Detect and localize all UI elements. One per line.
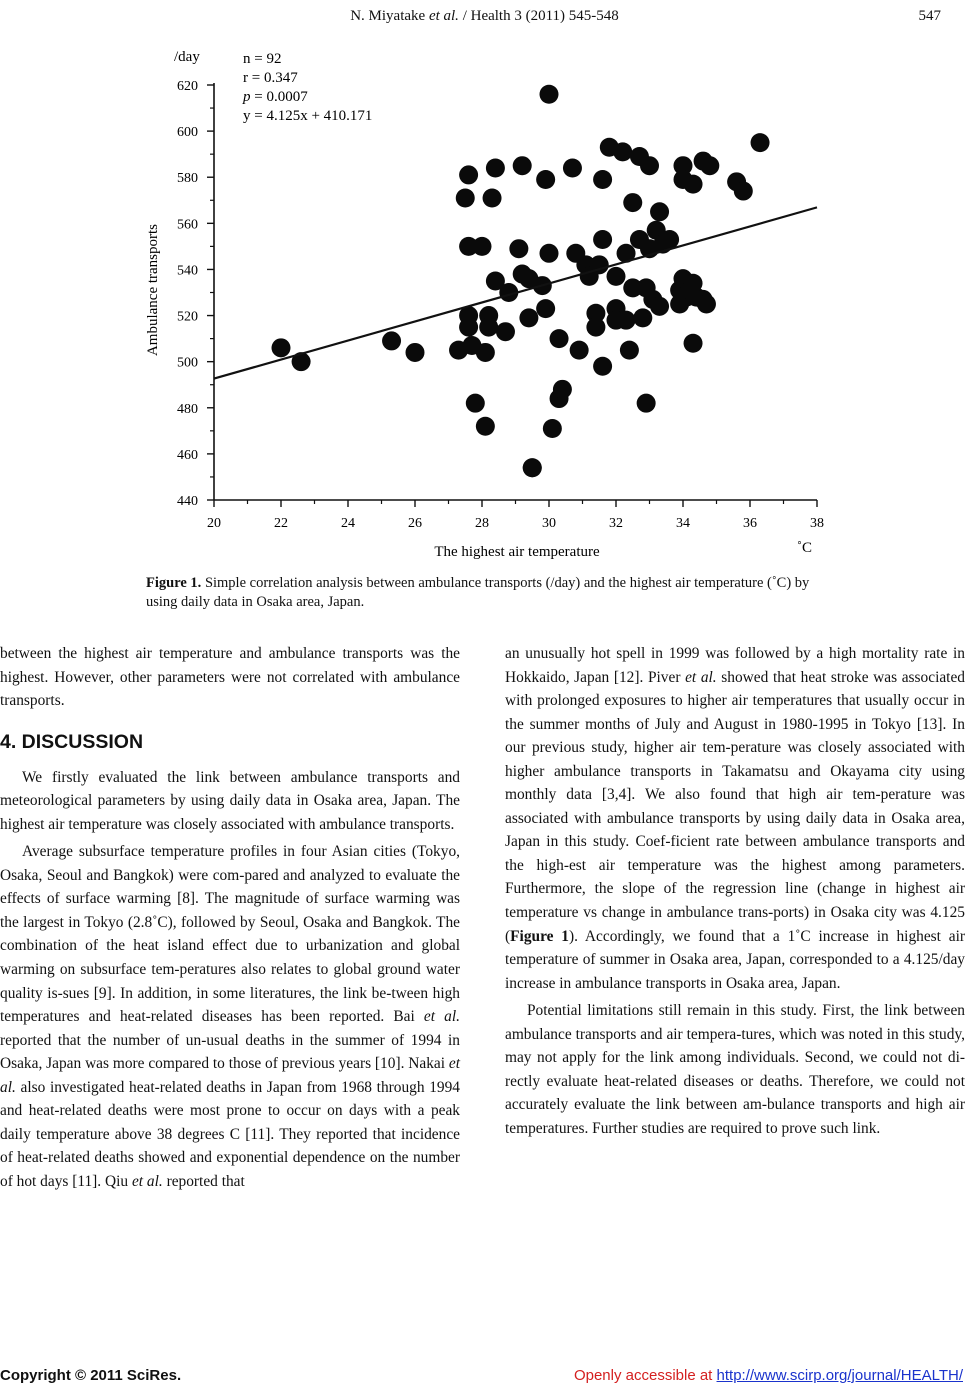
data-point (593, 170, 612, 189)
data-point (613, 142, 632, 161)
page-footer (0, 1367, 969, 1387)
data-point (483, 188, 502, 207)
x-tick-label: 32 (609, 516, 623, 531)
paragraph: between the highest air temperature and ambulance transports was the highest. However, other parameters were not correlated with ambulance transports. (0, 645, 460, 710)
data-point (406, 343, 425, 362)
paragraph (505, 642, 965, 995)
data-point (536, 170, 555, 189)
data-point (650, 202, 669, 221)
x-tick-label: 34 (676, 516, 690, 531)
data-point (466, 394, 485, 413)
data-point (607, 267, 626, 286)
y-tick-label: 500 (177, 355, 198, 371)
data-point (751, 133, 770, 152)
y-tick-label: 460 (177, 447, 198, 463)
running-title-etal: et al. (428, 8, 459, 24)
data-point (486, 159, 505, 178)
x-tick-label: 36 (743, 516, 757, 531)
data-point (617, 311, 636, 330)
data-point (684, 334, 703, 353)
right-column (505, 642, 965, 1140)
stat-r: r = 0.347 (243, 70, 298, 86)
data-point (479, 318, 498, 337)
x-tick-label: 20 (207, 516, 221, 531)
text-run-italic: et al. (0, 1055, 460, 1096)
data-point (476, 343, 495, 362)
running-title-journal: / Health 3 (2011) 545-548 (458, 8, 619, 24)
section-heading-discussion: 4. DISCUSSION (0, 730, 144, 753)
text-run: Average subsurface temperature profiles in four Asian cities (Tokyo, Osaka, Seoul and Bangkok) were com-pared and analyzed to evaluate the effects of surface warming [8]. The magnitude of surface warming was the largest in Tokyo (2.8˚C), followed by Seoul, Osaka and Bangkok. The combination of the heat island effect due to urbanization and global warming on subsurface tem-peratures also relates to global ground water quality is-sues [9]. In addition, in some literatures, the link be-tween high temperatures and heat-related diseases has been reported. Bai (0, 843, 460, 1026)
paragraph (0, 840, 460, 1193)
open-access-notice (574, 1367, 963, 1384)
text-run: reported that (162, 1172, 245, 1190)
left-column (0, 642, 460, 1193)
y-tick-label: 620 (177, 79, 198, 94)
x-tick-label: 28 (475, 516, 489, 531)
regression-line (214, 207, 817, 378)
text-run-italic: et al. (685, 668, 717, 686)
x-tick-label: 26 (408, 516, 422, 531)
data-point (640, 156, 659, 175)
data-point (570, 341, 589, 360)
data-point (456, 188, 475, 207)
copyright-notice: Copyright © 2011 SciRes. (0, 1367, 182, 1384)
figure-caption-text: Simple correlation analysis between ambulance transports (/day) and the highest air temperature (˚C) by using daily data in Osaka area, Japan. (146, 575, 810, 610)
y-tick-label: 600 (177, 125, 198, 141)
chart-axes (177, 79, 824, 531)
data-point (476, 417, 495, 436)
data-point (637, 394, 656, 413)
chart-points (272, 85, 770, 478)
data-point (509, 239, 528, 258)
open-access-text: Openly accessible at (573, 1367, 717, 1384)
data-point (382, 331, 401, 350)
text-run-italic: et al. (423, 1008, 460, 1026)
data-point (543, 419, 562, 438)
data-point (633, 308, 652, 327)
y-tick-label: 580 (177, 171, 198, 187)
y-tick-label: 440 (177, 494, 198, 509)
data-point (523, 458, 542, 477)
figure-caption-label: Figure 1. (146, 575, 202, 591)
data-point (459, 318, 478, 337)
stat-p (242, 89, 308, 105)
data-point (513, 156, 532, 175)
data-point (459, 165, 478, 184)
data-point (734, 182, 753, 201)
figure-reference: Figure 1 (510, 927, 569, 945)
x-tick-label: 24 (341, 516, 355, 531)
data-point (540, 85, 559, 104)
y-unit-label: /day (174, 49, 200, 65)
page-header (0, 8, 969, 32)
data-point (697, 295, 716, 314)
data-point (519, 308, 538, 327)
text-run: also investigated heat-related deaths in Japan from 1968 through 1994 and heat-related deaths were most prone to occur on days with a peak daily temperature above 38 degrees C [11]. They reported that incidence of heat-related deaths showed and exponential dependence on the number of hot days [11]. Qiu (0, 1078, 460, 1190)
data-point (540, 244, 559, 263)
x-unit-label: ˚C (797, 540, 812, 556)
data-point (496, 322, 515, 341)
paragraph: We firstly evaluated the link between ambulance transports and meteorological parameters by using daily data in Osaka area, Japan. The highest air temperature was closely associated with ambulance transports. (0, 768, 460, 833)
data-point (563, 159, 582, 178)
data-point (620, 341, 639, 360)
data-point (586, 318, 605, 337)
x-tick-label: 22 (274, 516, 288, 531)
stat-n: n = 92 (243, 51, 282, 67)
data-point (684, 175, 703, 194)
data-point (650, 297, 669, 316)
text-run: reported that the number of un-usual deaths in the summer of 1994 in Osaka, Japan was more compared to those of previous years [10]. Nakai (0, 1031, 460, 1073)
x-axis-label: The highest air temperature (434, 544, 600, 560)
text-run: showed that heat stroke was associated with prolonged exposures to higher air temperatures that usually occur in the summer months of July and August in 1980-1995 in Tokyo [13]. In our previous study, higher air tem-perature was closely associated with higher ambulance transports in Takamatsu and Okayama city using monthly data [3,4]. We also found that high air tem-perature was associated with ambulance transports by using daily data in Osaka area, Japan in this study. Coef-ficient rate between ambulance transports and the high-est air temperature was the highest among parameters. Furthermore, the slope of the regression line (change in highest air temperature vs change in ambulance trans-ports) in Osaka city was 4.125 ( (505, 668, 965, 945)
text-run: an unusually hot spell in 1999 was followed by a high mortality rate in Hokkaido, Japan [12]. Piver (505, 645, 965, 686)
data-point (553, 380, 572, 399)
x-tick-label: 38 (810, 516, 824, 531)
y-tick-label: 540 (177, 263, 198, 279)
journal-link[interactable]: http://www.scirp.org/journal/HEALTH/ (716, 1367, 963, 1384)
data-point (700, 156, 719, 175)
stat-equation: y = 4.125x + 410.171 (243, 108, 373, 124)
text-run: ). Accordingly, we found that a 1˚C increase in highest air temperature of summer in Osaka area, Japan, corresponded to a 4.125/day increase in ambulance transports in Osaka area, Japan. (505, 927, 965, 992)
page-number: 547 (918, 8, 941, 24)
y-tick-label: 560 (177, 217, 198, 233)
data-point (473, 237, 492, 256)
data-point (593, 357, 612, 376)
y-axis-label: Ambulance transports (145, 223, 161, 357)
figure-caption (146, 574, 836, 612)
data-point (660, 230, 679, 249)
data-point (536, 299, 555, 318)
y-tick-label: 480 (177, 401, 198, 417)
running-title-authors: N. Miyatake (350, 8, 429, 24)
data-point (623, 193, 642, 212)
paragraph: Potential limitations still remain in this study. First, the link between ambulance transports and air tempera-tures, which was noted in this study, may not apply for the link among individuals. Second, we could not di-rectly evaluate heat-related diseases or deaths. Therefore, we could not accurately evaluate the link between am-bulance transports and high air temperatures. Further studies are required to prove such link. (505, 1002, 965, 1137)
data-point (593, 230, 612, 249)
figure-1-chart (0, 30, 969, 570)
stat-p-value: = 0.0007 (250, 89, 308, 105)
y-tick-label: 520 (177, 309, 198, 325)
text-run-italic: et al. (131, 1172, 163, 1190)
x-tick-label: 30 (542, 516, 556, 531)
data-point (550, 329, 569, 348)
running-title (0, 8, 969, 25)
stat-p-label: p (243, 89, 251, 105)
data-point (272, 338, 291, 357)
